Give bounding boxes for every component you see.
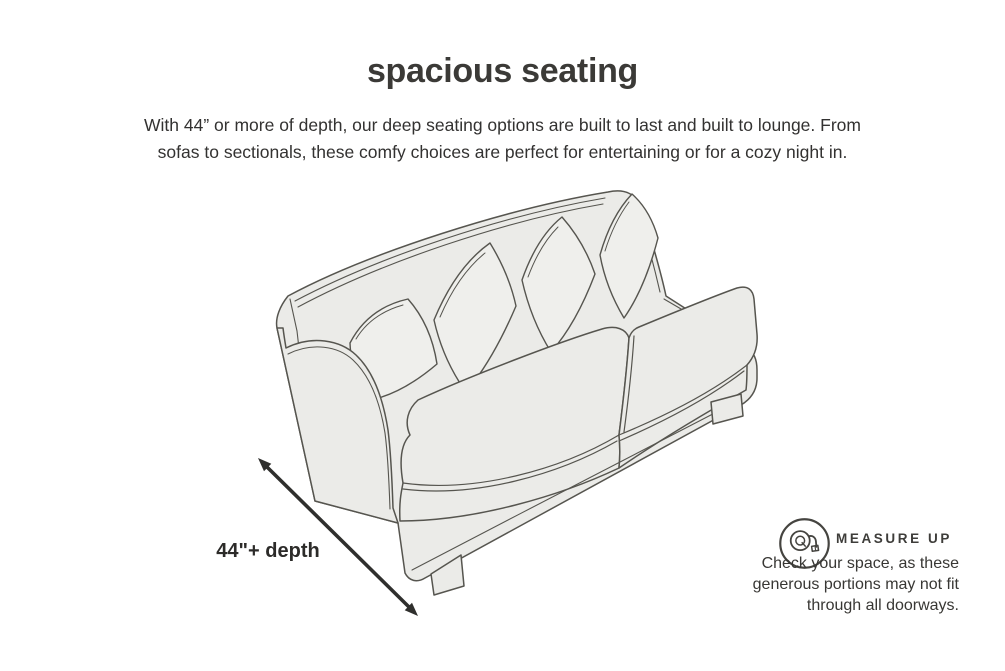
intro-line-1: With 44” or more of depth, our deep seating options are built to last and built to lounge. From xyxy=(144,115,861,135)
sofa-illustration xyxy=(250,178,770,633)
page-title: spacious seating xyxy=(366,52,639,90)
measure-up-note-line-3: through all doorways. xyxy=(806,596,959,614)
tape-housing-circle xyxy=(791,531,810,550)
intro-line-2: sofas to sectionals, these comfy choices are perfect for entertaining or for a cozy night in. xyxy=(157,142,848,162)
measure-up-note xyxy=(735,554,959,616)
intro-paragraph xyxy=(0,112,1005,166)
depth-dimension-label: 44"+ depth xyxy=(216,540,320,562)
measure-up-heading: MEASURE UP xyxy=(836,531,953,546)
measure-up-note-line-1: Check your space, as these xyxy=(761,555,959,572)
measure-up-note-line-2: generous portions may not fit xyxy=(752,575,959,593)
